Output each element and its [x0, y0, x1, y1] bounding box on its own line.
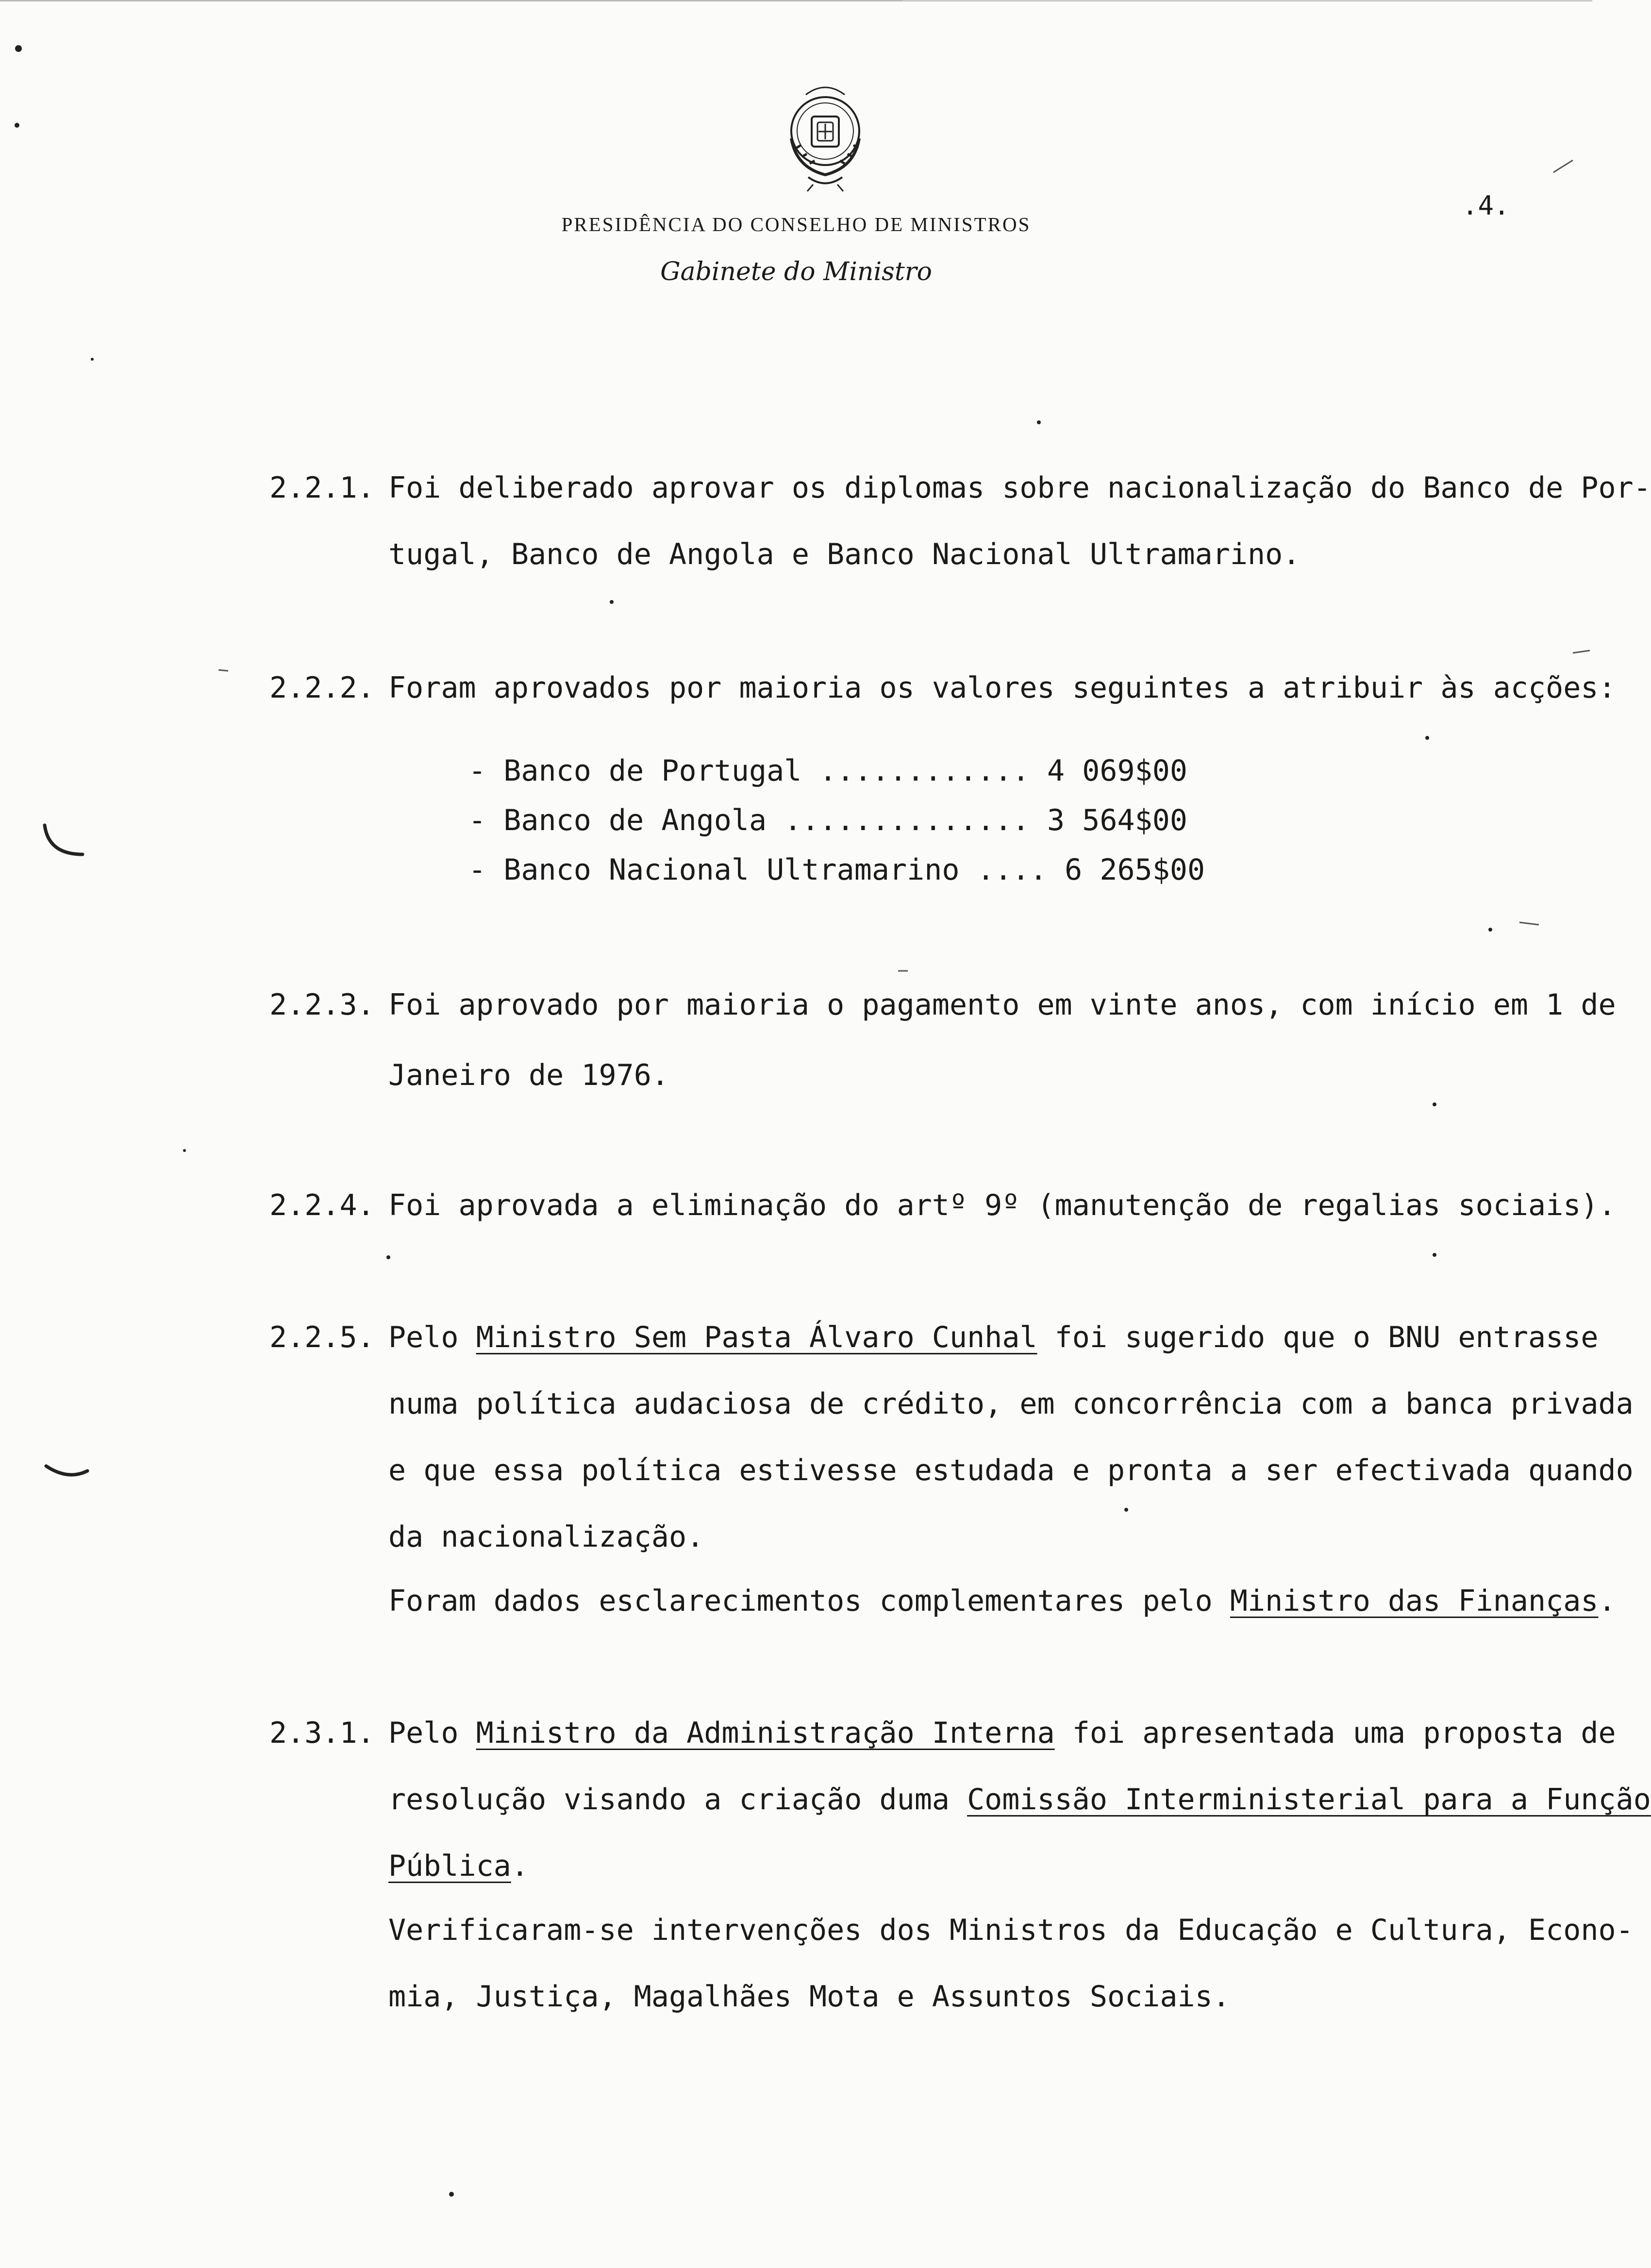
section-text-line: resolução visando a criação duma Comissão Interministerial para a Função — [388, 1783, 1651, 1817]
section-number: 2.2.1. — [269, 471, 375, 505]
commission-name-underlined: Comissão Interministerial para a Função — [967, 1783, 1651, 1817]
section-text-line: mia, Justiça, Magalhães Mota e Assuntos Sociais. — [388, 1980, 1230, 2014]
section-number: 2.2.2. — [269, 671, 375, 705]
page-top-border-right — [903, 0, 1592, 1]
section-text-line: Foram aprovados por maioria os valores seguintes a atribuir às acções: — [388, 671, 1616, 705]
section-text-line: Foram dados esclarecimentos complementares pelo Ministro das Finanças. — [388, 1584, 1616, 1618]
commission-name-underlined: Pública — [388, 1849, 511, 1883]
section-text-line: Pelo Ministro da Administração Interna foi apresentada uma proposta de — [388, 1716, 1616, 1750]
section-text-line: Foi aprovada a eliminação do artº 9º (manutenção de regalias sociais). — [388, 1188, 1616, 1222]
section-text-line: Foi aprovado por maioria o pagamento em vinte anos, com início em 1 de — [388, 988, 1616, 1022]
list-item: - Banco de Portugal ............ 4 069$00 — [468, 754, 1188, 788]
coat-of-arms-emblem-icon — [767, 75, 884, 201]
minister-name-underlined: Ministro Sem Pasta Álvaro Cunhal — [476, 1320, 1037, 1354]
minister-name-underlined: Ministro das Finanças — [1230, 1584, 1599, 1618]
section-number: 2.2.4. — [269, 1188, 375, 1222]
section-number: 2.3.1. — [269, 1716, 375, 1750]
section-text-line: Janeiro de 1976. — [388, 1058, 669, 1092]
section-number: 2.2.5. — [269, 1320, 375, 1354]
institution-title: PRESIDÊNCIA DO CONSELHO DE MINISTROS — [561, 213, 1031, 235]
section-text-line: e que essa política estivesse estudada e pronta a ser efectivada quando — [388, 1453, 1634, 1487]
section-text-line: tugal, Banco de Angola e Banco Nacional Ultramarino. — [388, 537, 1301, 571]
section-text-line: Pelo Ministro Sem Pasta Álvaro Cunhal foi sugerido que o BNU entrasse — [388, 1320, 1599, 1354]
section-text-line: Verificaram-se intervenções dos Ministros da Educação e Cultura, Econo- — [388, 1913, 1634, 1947]
minister-name-underlined: Ministro da Administração Interna — [476, 1716, 1055, 1750]
list-item: - Banco Nacional Ultramarino .... 6 265$00 — [468, 853, 1205, 887]
list-item: - Banco de Angola .............. 3 564$00 — [468, 803, 1188, 837]
office-signature: Gabinete do Ministro — [660, 257, 932, 286]
section-text-line: Foi deliberado aprovar os diplomas sobre nacionalização do Banco de Por- — [388, 471, 1651, 505]
section-text-line: da nacionalização. — [388, 1520, 704, 1554]
section-text-line: Pública. — [388, 1849, 529, 1883]
section-text-line: numa política audaciosa de crédito, em concorrência com a banca privada — [388, 1387, 1634, 1421]
page-number: .4. — [1462, 190, 1510, 221]
section-number: 2.2.3. — [269, 988, 375, 1022]
